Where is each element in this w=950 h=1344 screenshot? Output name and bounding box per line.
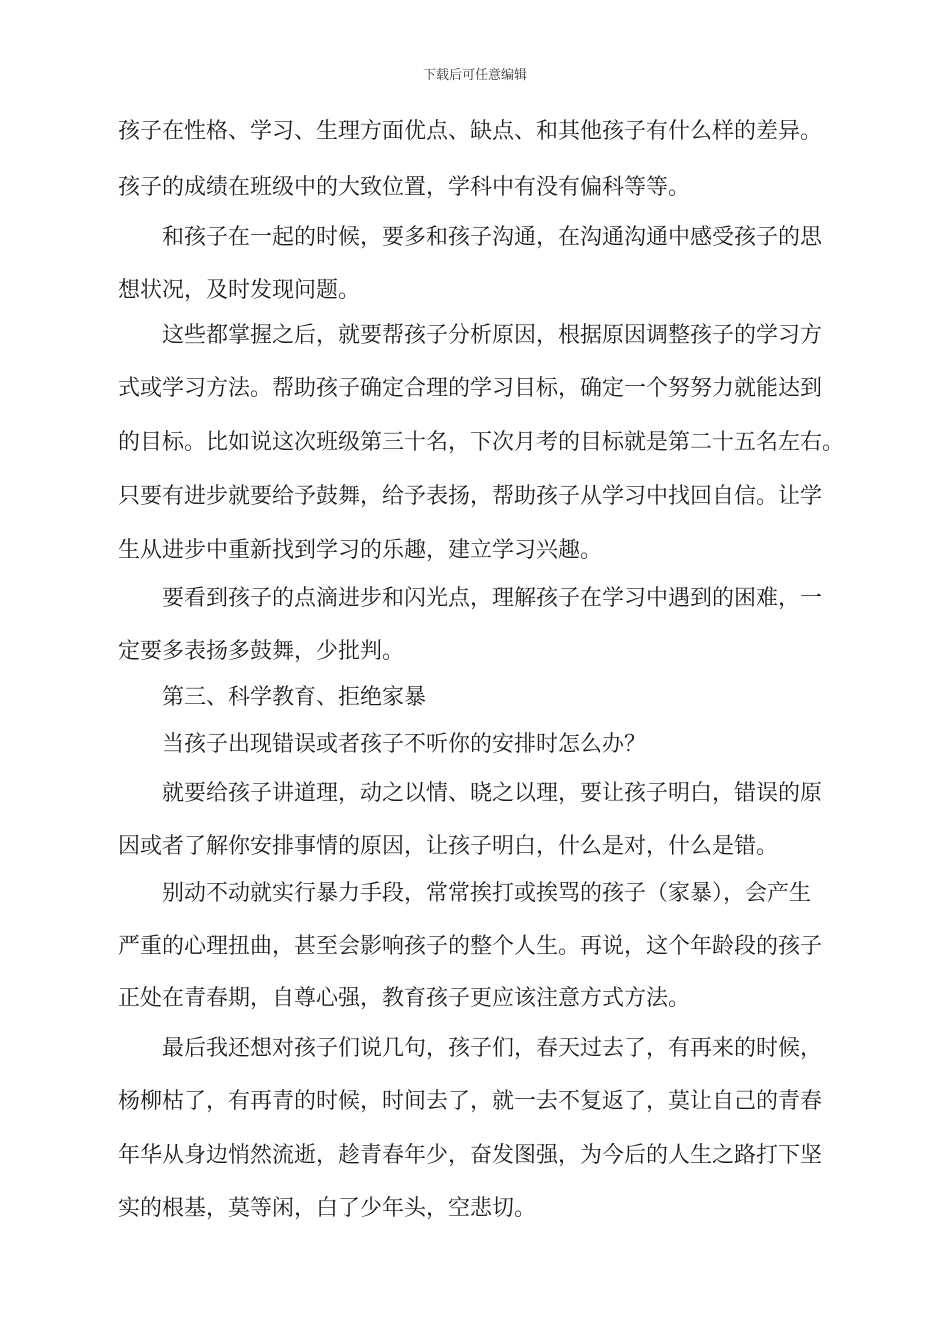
text-line: 式或学习方法。帮助孩子确定合理的学习目标，确定一个努努力就能达到: [118, 376, 823, 401]
text-line: 杨柳枯了，有再青的时候，时间去了，就一去不复返了，莫让自己的青春: [118, 1089, 823, 1114]
text-line: 年华从身边悄然流逝，趁青春年少，奋发图强，为今后的人生之路打下坚: [118, 1143, 823, 1168]
text-line: 当孩子出现错误或者孩子不听你的安排时怎么办？: [162, 732, 647, 757]
text-line: 实的根基，莫等闲，白了少年头，空悲切。: [118, 1196, 537, 1221]
text-line: 因或者了解你安排事情的原因，让孩子明白，什么是对，什么是错。: [118, 834, 779, 859]
text-line: 和孩子在一起的时候，要多和孩子沟通，在沟通沟通中感受孩子的思: [162, 225, 823, 250]
text-line: 孩子在性格、学习、生理方面优点、缺点、和其他孩子有什么样的差异。: [118, 119, 823, 144]
text-line: 只要有进步就要给予鼓舞，给予表扬，帮助孩子从学习中找回自信。让学: [118, 484, 823, 509]
text-line: 这些都掌握之后，就要帮孩子分析原因，根据原因调整孩子的学习方: [162, 323, 823, 348]
text-line: 正处在青春期，自尊心强，教育孩子更应该注意方式方法。: [118, 986, 691, 1011]
text-line: 就要给孩子讲道理，动之以情、晓之以理，要让孩子明白，错误的原: [162, 781, 823, 806]
text-line: 的目标。比如说这次班级第三十名，下次月考的目标就是第二十五名左右。: [118, 430, 845, 455]
section-heading: 第三、科学教育、拒绝家暴: [162, 685, 427, 710]
text-line: 定要多表扬多鼓舞，少批判。: [118, 639, 405, 664]
text-line: 严重的心理扭曲，甚至会影响孩子的整个人生。再说，这个年龄段的孩子: [118, 934, 823, 959]
text-line: 生从进步中重新找到学习的乐趣，建立学习兴趣。: [118, 538, 603, 563]
text-line: 孩子的成绩在班级中的大致位置，学科中有没有偏科等等。: [118, 175, 691, 200]
text-line: 最后我还想对孩子们说几句，孩子们，春天过去了，有再来的时候，: [162, 1036, 823, 1061]
page-header: 下载后可任意编辑: [422, 68, 527, 83]
text-line: 别动不动就实行暴力手段，常常挨打或挨骂的孩子（家暴），会产生: [162, 881, 812, 906]
text-line: 想状况，及时发现问题。: [118, 278, 361, 303]
text-line: 要看到孩子的点滴进步和闪光点，理解孩子在学习中遇到的困难，一: [162, 586, 823, 611]
